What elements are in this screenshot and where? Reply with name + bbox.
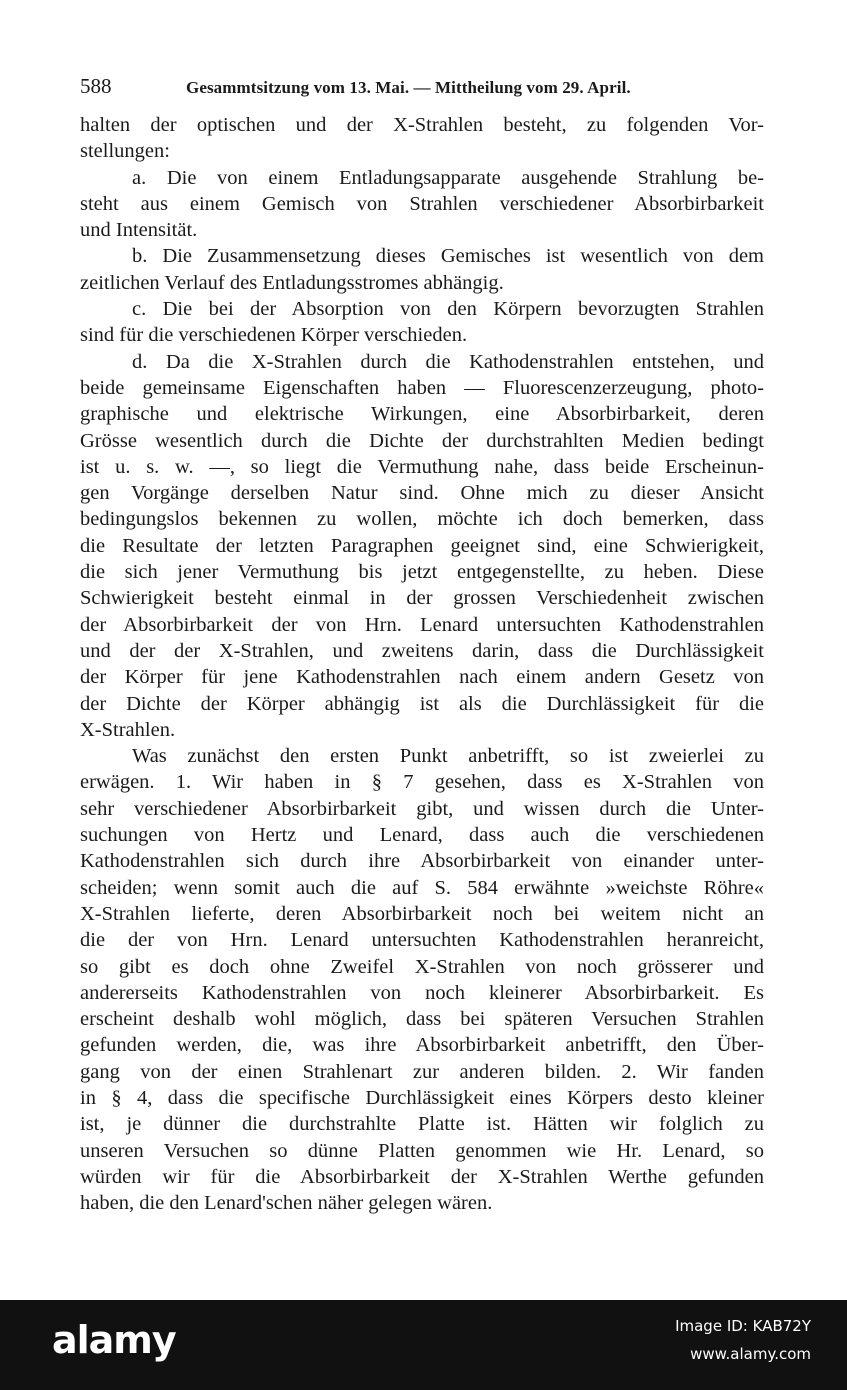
text-line: würden wir für die Absorbirbarkeit der X-Strahlen Werthe gefunden xyxy=(80,1165,764,1188)
page-header xyxy=(80,74,770,104)
text-line: sind für die verschiedenen Körper verschieden. xyxy=(80,324,468,347)
text-line: unseren Versuchen so dünne Platten genommen wie Hr. Lenard, so xyxy=(80,1139,764,1162)
text-line: bedingungslos bekennen zu wollen, möchte ich doch bemerken, dass xyxy=(80,508,764,531)
text-line: Schwierigkeit besteht einmal in der grossen Verschiedenheit zwischen xyxy=(80,587,764,610)
running-head: Gesammtsitzung vom 13. Mai. — Mittheilung vom 29. April. xyxy=(186,78,631,97)
text-line: d. Da die X-Strahlen durch die Kathodenstrahlen entstehen, und xyxy=(132,350,764,373)
text-line: Grösse wesentlich durch die Dichte der durchstrahlten Medien bedingt xyxy=(80,429,764,452)
site-url: www.alamy.com xyxy=(690,1345,811,1363)
text-line: suchungen von Hertz und Lenard, dass auch die verschiedenen xyxy=(80,824,764,847)
text-line: andererseits Kathodenstrahlen von noch kleinerer Absorbirbarkeit. Es xyxy=(80,981,764,1004)
text-line: so gibt es doch ohne Zweifel X-Strahlen von noch grösserer und xyxy=(80,955,764,978)
text-line: b. Die Zusammensetzung dieses Gemisches ist wesentlich von dem xyxy=(132,245,764,268)
text-line: die sich jener Vermuthung bis jetzt entgegenstellte, zu heben. Diese xyxy=(80,561,764,584)
text-line: steht aus einem Gemisch von Strahlen verschiedener Absorbirbarkeit xyxy=(80,192,764,215)
page-number: 588 xyxy=(80,74,112,98)
text-line: sehr verschiedener Absorbirbarkeit gibt, und wissen durch die Unter- xyxy=(80,797,764,820)
text-line: scheiden; wenn somit auch die auf S. 584 erwähnte »weichste Röhre« xyxy=(80,876,764,899)
text-line: beide gemeinsame Eigenschaften haben — Fluorescenzerzeugung, photo- xyxy=(80,376,764,399)
text-line: der Absorbirbarkeit der von Hrn. Lenard untersuchten Kathodenstrahlen xyxy=(80,613,764,636)
text-line: haben, die den Lenard'schen näher gelegen wären. xyxy=(80,1192,493,1215)
text-line: die Resultate der letzten Paragraphen geeignet sind, eine Schwierigkeit, xyxy=(80,534,764,557)
text-line: halten der optischen und der X-Strahlen besteht, zu folgenden Vor- xyxy=(80,114,764,136)
text-line: a. Die von einem Entladungsapparate ausgehende Strahlung be- xyxy=(132,166,764,189)
text-line: Kathodenstrahlen sich durch ihre Absorbirbarkeit von einander unter- xyxy=(80,850,764,873)
text-line: und Intensität. xyxy=(80,219,198,242)
text-line: der Dichte der Körper abhängig ist als die Durchlässigkeit für die xyxy=(80,692,764,715)
text-line: Was zunächst den ersten Punkt anbetrifft, so ist zweierlei zu xyxy=(132,745,764,768)
text-line: X-Strahlen. xyxy=(80,718,176,741)
text-line: gang von der einen Strahlenart zur anderen bilden. 2. Wir fanden xyxy=(80,1060,764,1083)
text-line: in § 4, dass die specifische Durchlässigkeit eines Körpers desto kleiner xyxy=(80,1086,764,1109)
text-line: gen Vorgänge derselben Natur sind. Ohne mich zu dieser Ansicht xyxy=(80,482,764,505)
text-line: und der der X-Strahlen, und zweitens darin, dass die Durchlässigkeit xyxy=(80,639,764,662)
text-line: die der von Hrn. Lenard untersuchten Kathodenstrahlen heranreicht, xyxy=(80,929,764,952)
text-line: ist, je dünner die durchstrahlte Platte ist. Hätten wir folglich zu xyxy=(80,1113,764,1136)
text-line: gefunden werden, die, was ihre Absorbirbarkeit anbetrifft, den Über- xyxy=(80,1034,764,1057)
body-text xyxy=(80,112,764,1216)
text-line: zeitlichen Verlauf des Entladungsstromes abhängig. xyxy=(80,271,504,294)
text-line: X-Strahlen lieferte, deren Absorbirbarkeit noch bei weitem nicht an xyxy=(80,902,764,925)
text-line: c. Die bei der Absorption von den Körpern bevorzugten Strahlen xyxy=(132,298,764,321)
text-line: stellungen: xyxy=(80,140,170,163)
text-line: ist u. s. w. —, so liegt die Vermuthung nahe, dass beide Erscheinun- xyxy=(80,455,764,478)
text-line: graphische und elektrische Wirkungen, eine Absorbirbarkeit, deren xyxy=(80,403,764,426)
text-line: erscheint deshalb wohl möglich, dass bei späteren Versuchen Strahlen xyxy=(80,1008,764,1031)
text-line: der Körper für jene Kathodenstrahlen nach einem andern Gesetz von xyxy=(80,666,764,689)
alamy-logo: alamy xyxy=(52,1318,176,1362)
text-line: erwägen. 1. Wir haben in § 7 gesehen, dass es X-Strahlen von xyxy=(80,771,764,794)
image-id-label: Image ID: KAB72Y xyxy=(675,1317,811,1335)
